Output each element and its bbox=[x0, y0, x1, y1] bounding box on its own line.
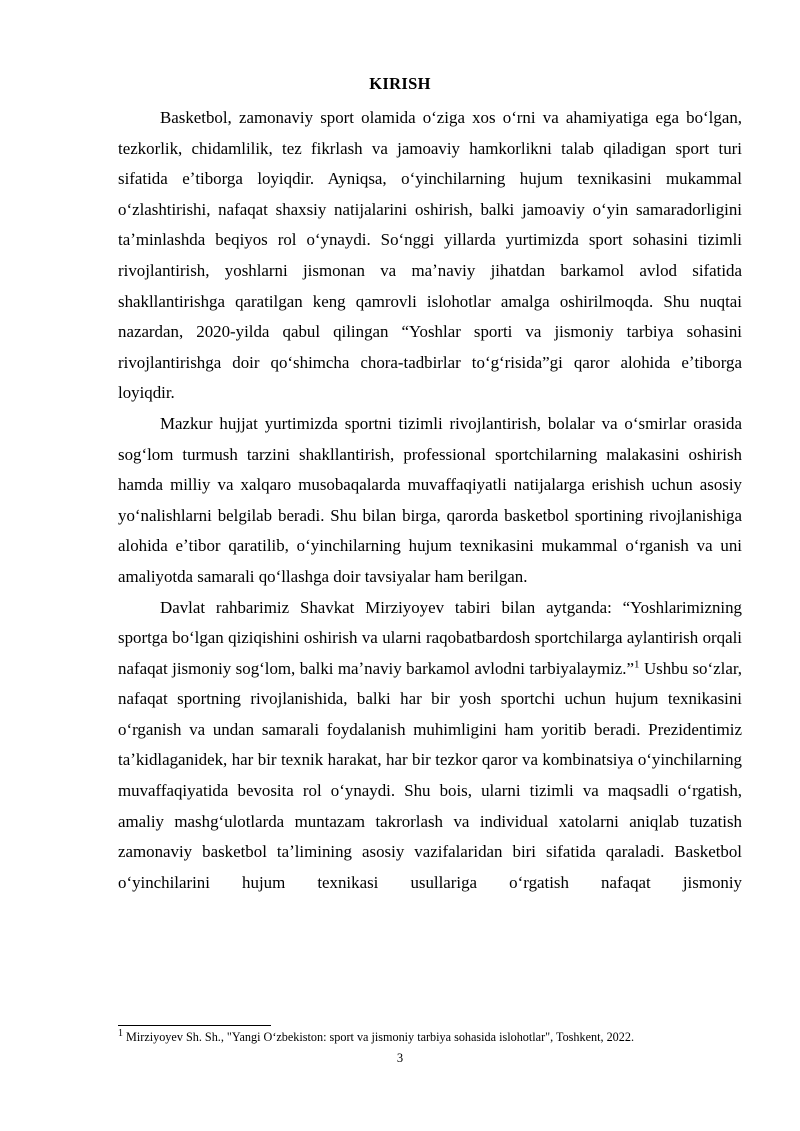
paragraph-2: Mazkur hujjat yurtimizda sportni tizimli rivojlantirish, bolalar va oʻsmirlar orasida sogʻlom turmush tarzini shakllantirish, professional sportchilarning malakasini oshirish hamda milliy va xalqaro musobaqalarda muvaffaqiyatli natijalarga erishish uchun asosiy yoʻnalishlarni belgilab beradi. Shu bilan birga, qarorda basketbol sportining rivojlanishiga alohida eʼtibor qaratilib, oʻyinchilarning hujum texnikasini mukammal oʻrganish va uni amaliyotda samarali qoʻllashga doir tavsiyalar ham berilgan. bbox=[118, 413, 742, 586]
paragraph-3-text-after-ref: Ushbu soʻzlar, nafaqat sportning rivojlanishida, balki har bir yosh sportchi uchun hujum texnikasini oʻrganish va undan samarali foydalanish muhimligini ham yoritib beradi. Prezidentimiz taʼkidlaganidek, har bir texnik harakat, har bir tezkor qaror va kombinatsiya oʻyinchilarning muvaffaqiyatida bevosita rol oʻynaydi. Shu bois, ularni tizimli va maqsadli oʻrgatish, amaliy mashgʻulotlarda muntazam takrorlash va individual xatolarni aniqlab tuzatish zamonaviy basketbol taʼlimining asosiy vazifalaridan biri sifatida qaraladi. Basketbol oʻyinchilarini hujum texnikasi usullariga oʻrgatish nafaqat jismoniy bbox=[118, 658, 742, 892]
footnote-separator bbox=[118, 1025, 271, 1026]
body-text bbox=[118, 103, 742, 898]
footnote-reference: 1 bbox=[634, 658, 640, 671]
section-heading: KIRISH bbox=[369, 74, 431, 93]
footnote bbox=[118, 1029, 758, 1045]
page-number: 3 bbox=[396, 1051, 404, 1065]
footnote-text: Mirziyoyev Sh. Sh., "Yangi Oʻzbekiston: sport va jismoniy tarbiya sohasida islohotlar", Toshkent, 2022. bbox=[123, 1030, 635, 1044]
paragraph-1: Basketbol, zamonaviy sport olamida oʻziga xos oʻrni va ahamiyatiga ega boʻlgan, tezkorlik, chidamlilik, tez fikrlash va jamoaviy hamkorlikni talab qiladigan sport turi sifatida eʼtiborga loyiqdir. Ayniqsa, oʻyinchilarning hujum texnikasini mukammal oʻzlashtirishi, nafaqat shaxsiy natijalarini oshirish, balki jamoaviy oʻyin samaradorligini taʼminlashda beqiyos rol oʻynaydi. Soʻnggi yillarda yurtimizda sport sohasini tizimli rivojlantirish, yoshlarni jismonan va maʼnaviy jihatdan barkamol avlod sifatida shakllantirishga qaratilgan keng qamrovli islohotlar amalga oshirilmoqda. Shu nuqtai nazardan, 2020-yilda qabul qilingan “Yoshlar sporti va jismoniy tarbiya sohasini rivojlantirishga doir qoʻshimcha chora-tadbirlar toʻgʻrisida”gi qaror alohida eʼtiborga loyiqdir. bbox=[118, 108, 742, 403]
paragraph-3 bbox=[118, 593, 742, 899]
paragraph-3-text-before-ref: Davlat rahbarimiz Shavkat Mirziyoyev tabiri bilan aytganda: “Yoshlarimizning sportga boʻlgan qiziqishini oshirish va ularni raqobatbardosh sportchilarga aylantirish orqali nafaqat jismoniy sogʻlom, balki maʼnaviy barkamol avlodni tarbiyalaymiz.” bbox=[118, 597, 742, 678]
footnote-number: 1 bbox=[118, 1027, 123, 1039]
